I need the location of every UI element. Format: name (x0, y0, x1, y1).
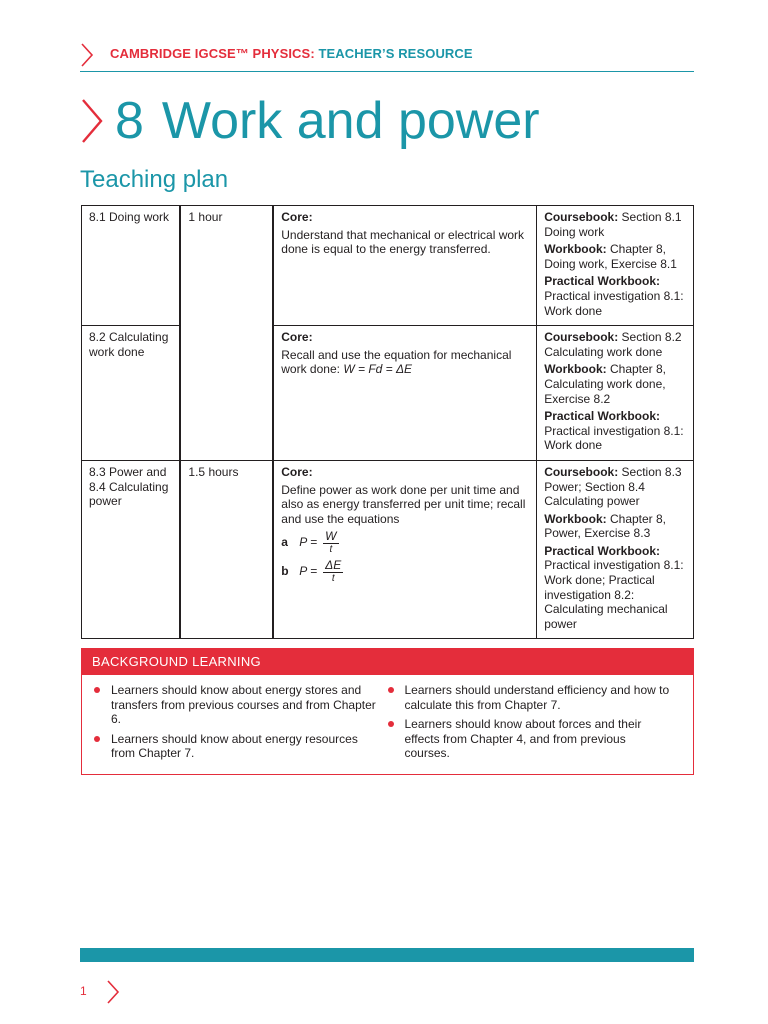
table-row (82, 206, 694, 326)
chevron-right-icon (80, 98, 104, 144)
formula-lhs: P = (299, 535, 318, 550)
resources-cell (537, 460, 694, 639)
background-list-left (94, 683, 388, 766)
background-list-right (388, 683, 682, 766)
resources-cell (537, 206, 694, 326)
resource-text: Chapter 8, Doing work, Exercise 8.1 (544, 242, 677, 271)
list-item-text: Learners should understand efficiency and how to calculate this from Chapter 7. (404, 683, 670, 712)
list-item-text: Learners should know about forces and their effects from Chapter 4, and from previous courses. (404, 717, 642, 761)
core-text: Define power as work done per unit time and also as energy transferred per unit time; recall and use the equations (281, 482, 526, 526)
resource-item (544, 409, 686, 453)
formula-fraction (323, 559, 343, 584)
running-title-subtitle: TEACHER’S RESOURCE (318, 46, 473, 61)
page-number: 1 (80, 984, 87, 998)
resource-item (544, 465, 686, 509)
topic-cell: 8.1 Doing work (82, 206, 181, 326)
resource-item (544, 210, 686, 239)
footer-bar (80, 948, 694, 962)
core-cell (273, 326, 536, 461)
bullet-icon (94, 687, 100, 693)
chevron-right-icon (106, 980, 120, 1004)
running-header (80, 40, 694, 72)
resource-label: Coursebook: (544, 210, 619, 224)
running-title-brand: CAMBRIDGE IGCSE™ PHYSICS: (110, 46, 315, 61)
chevron-right-icon (80, 43, 94, 67)
teaching-plan-table (81, 205, 694, 639)
formula-denominator: t (329, 544, 333, 556)
resource-label: Practical Workbook: (544, 543, 660, 558)
resource-item (544, 512, 686, 541)
work-equation: W = Fd = ΔE (343, 362, 413, 377)
background-learning-box (81, 648, 694, 775)
power-formula-a (281, 530, 529, 555)
chapter-title (115, 88, 540, 154)
formula-label: b (281, 564, 289, 579)
topic-cell: 8.2 Calculating work done (82, 326, 181, 461)
core-label: Core: (281, 210, 313, 224)
background-learning-title: BACKGROUND LEARNING (82, 649, 693, 675)
resource-text: Chapter 8, Calculating work done, Exercise 8.2 (544, 362, 667, 406)
resource-text: Practical investigation 8.1: Work done; Practical investigation 8.2: Calculating mechanical power (544, 558, 684, 631)
core-label: Core: (281, 464, 313, 479)
list-item (388, 683, 682, 712)
time-cell: 1 hour (180, 206, 273, 461)
resource-text: Section 8.3 Power; Section 8.4 Calculating power (544, 464, 682, 509)
core-text: Understand that mechanical or electrical work done is equal to the energy transferred. (281, 227, 525, 257)
resource-label: Workbook: (544, 511, 607, 526)
bullet-icon (388, 687, 394, 693)
formula-numerator: W (325, 529, 337, 544)
topic-cell: 8.3 Power and 8.4 Calculating power (82, 460, 181, 639)
resource-item (544, 544, 686, 632)
core-label: Core: (281, 330, 313, 345)
running-title (110, 46, 473, 61)
formula-numerator: ΔE (325, 558, 342, 573)
resource-label: Workbook: (544, 242, 607, 257)
chapter-title-text: Work and power (161, 92, 540, 150)
core-text (281, 348, 529, 377)
resource-item (544, 242, 686, 271)
resource-text: Chapter 8, Power, Exercise 8.3 (544, 511, 667, 541)
formula-lhs: P = (299, 564, 318, 579)
section-heading: Teaching plan (80, 166, 229, 193)
resource-text: Section 8.1 Doing work (544, 210, 682, 239)
resource-text: Practical investigation 8.1: Work done (544, 423, 684, 453)
core-cell (273, 206, 536, 326)
bullet-icon (388, 721, 394, 727)
list-item-text: Learners should know about energy resources from Chapter 7. (111, 731, 358, 761)
resource-text: Section 8.2 Calculating work done (544, 330, 682, 359)
table-row (82, 460, 694, 639)
core-text-body: Recall and use the equation for mechanical work done: (281, 347, 512, 377)
power-formula-b (281, 559, 529, 584)
list-item (94, 732, 388, 761)
formula-fraction (323, 530, 338, 555)
resource-label: Workbook: (544, 362, 607, 377)
background-learning-columns (82, 675, 693, 766)
resource-item (544, 362, 686, 406)
table-row (82, 326, 694, 461)
core-cell (273, 460, 536, 639)
formula-denominator: t (331, 573, 335, 585)
formula-label: a (281, 535, 288, 550)
resource-label: Coursebook: (544, 330, 619, 345)
resource-label: Practical Workbook: (544, 409, 660, 424)
bullet-icon (94, 736, 100, 742)
resources-cell (537, 326, 694, 461)
chapter-number: 8 (115, 92, 144, 150)
list-item (388, 717, 682, 761)
resource-item (544, 330, 686, 359)
resource-item (544, 274, 686, 318)
list-item (94, 683, 388, 727)
resource-label: Practical Workbook: (544, 274, 660, 289)
list-item-text: Learners should know about energy stores and transfers from previous courses and from Chapter 6. (111, 683, 376, 727)
time-cell: 1.5 hours (180, 460, 273, 639)
resource-text: Practical investigation 8.1: Work done (544, 288, 684, 318)
resource-label: Coursebook: (544, 464, 619, 479)
